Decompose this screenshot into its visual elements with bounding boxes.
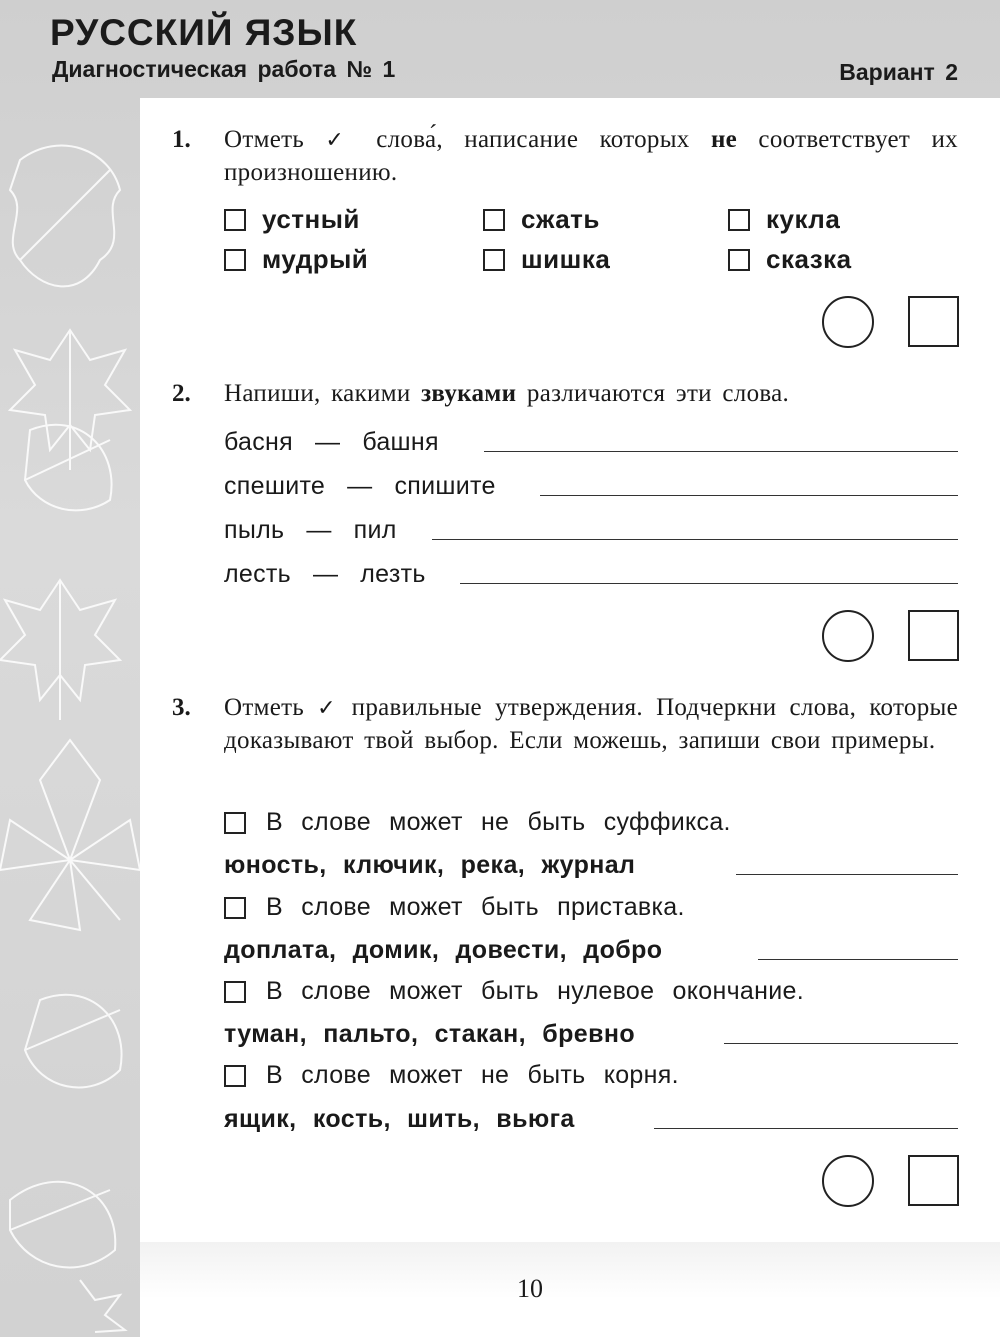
leaf-round-icon	[25, 995, 122, 1088]
checkbox[interactable]	[224, 1065, 246, 1087]
task3-statement-4[interactable]: В слове может не быть корня.	[224, 1061, 679, 1090]
checkbox[interactable]	[728, 249, 750, 271]
answer-line[interactable]	[724, 1043, 958, 1044]
task1-number: 1.	[172, 126, 191, 153]
task2-text: Напиши, какими звуками различаются эти слова.	[224, 380, 790, 407]
page-number: 10	[517, 1274, 543, 1303]
answer-line[interactable]	[654, 1128, 958, 1129]
task3-statement-1[interactable]: В слове может не быть суффикса.	[224, 808, 731, 837]
checkbox[interactable]	[483, 249, 505, 271]
checkbox[interactable]	[483, 209, 505, 231]
score-square[interactable]	[908, 1155, 959, 1206]
answer-line[interactable]	[758, 959, 958, 960]
checkbox[interactable]	[224, 897, 246, 919]
answer-line[interactable]	[736, 874, 958, 875]
task3-examples-3[interactable]: туман, пальто, стакан, бревно	[224, 1020, 636, 1048]
task3-examples-4[interactable]: ящик, кость, шить, вьюга	[224, 1105, 575, 1133]
task1-option-5[interactable]: кукла	[728, 204, 840, 235]
leaf-chestnut-icon	[0, 740, 140, 930]
task3-examples-1[interactable]: юность, ключик, река, журнал	[224, 851, 636, 879]
task2-pair-4: лесть — лезть	[224, 560, 426, 588]
checkbox[interactable]	[224, 249, 246, 271]
work-subtitle: Диагностическая работа № 1	[52, 56, 396, 82]
task3-number: 3.	[172, 694, 191, 721]
score-circle[interactable]	[822, 296, 874, 348]
answer-line[interactable]	[460, 583, 958, 584]
task1-score-boxes[interactable]	[822, 296, 959, 348]
task1-option-2[interactable]: мудрый	[224, 244, 368, 275]
checkbox[interactable]	[224, 981, 246, 1003]
score-square[interactable]	[908, 296, 959, 347]
task3-examples-2[interactable]: доплата, домик, довести, добро	[224, 936, 663, 964]
task2-pair-3: пыль — пил	[224, 516, 397, 544]
score-circle[interactable]	[822, 1155, 874, 1207]
decorative-leaves	[0, 100, 140, 1337]
checkmark-icon: ✓	[317, 696, 339, 721]
task2-pair-2: спешите — спишите	[224, 472, 496, 500]
checkmark-icon: ✓	[325, 128, 355, 153]
task3-statement-2[interactable]: В слове может быть приставка.	[224, 893, 685, 922]
task2-number: 2.	[172, 380, 191, 407]
page-title: РУССКИЙ ЯЗЫК	[50, 12, 358, 53]
checkbox[interactable]	[224, 209, 246, 231]
leaf-birch-icon	[25, 425, 112, 511]
task2-pair-1: басня — башня	[224, 428, 439, 456]
variant-label: Вариант 2	[839, 59, 958, 85]
task3-score-boxes[interactable]	[822, 1155, 959, 1207]
answer-line[interactable]	[540, 495, 958, 496]
task1-option-1[interactable]: устный	[224, 204, 360, 235]
score-square[interactable]	[908, 610, 959, 661]
task1-option-3[interactable]: сжать	[483, 204, 600, 235]
task1-text: Отметь ✓ слова́, написание которых не соответствует их произношению.	[224, 126, 958, 186]
score-circle[interactable]	[822, 610, 874, 662]
checkbox[interactable]	[728, 209, 750, 231]
answer-line[interactable]	[484, 451, 958, 452]
checkbox[interactable]	[224, 812, 246, 834]
task1-option-6[interactable]: сказка	[728, 244, 852, 275]
answer-line[interactable]	[432, 539, 958, 540]
task3-statement-3[interactable]: В слове может быть нулевое окончание.	[224, 977, 804, 1006]
task2-score-boxes[interactable]	[822, 610, 959, 662]
task3-text: Отметь ✓ правильные утверждения. Подчеркни слова, которые доказывают твой выбор. Если можешь, запиши свои примеры.	[224, 694, 958, 754]
task1-option-4[interactable]: шишка	[483, 244, 610, 275]
